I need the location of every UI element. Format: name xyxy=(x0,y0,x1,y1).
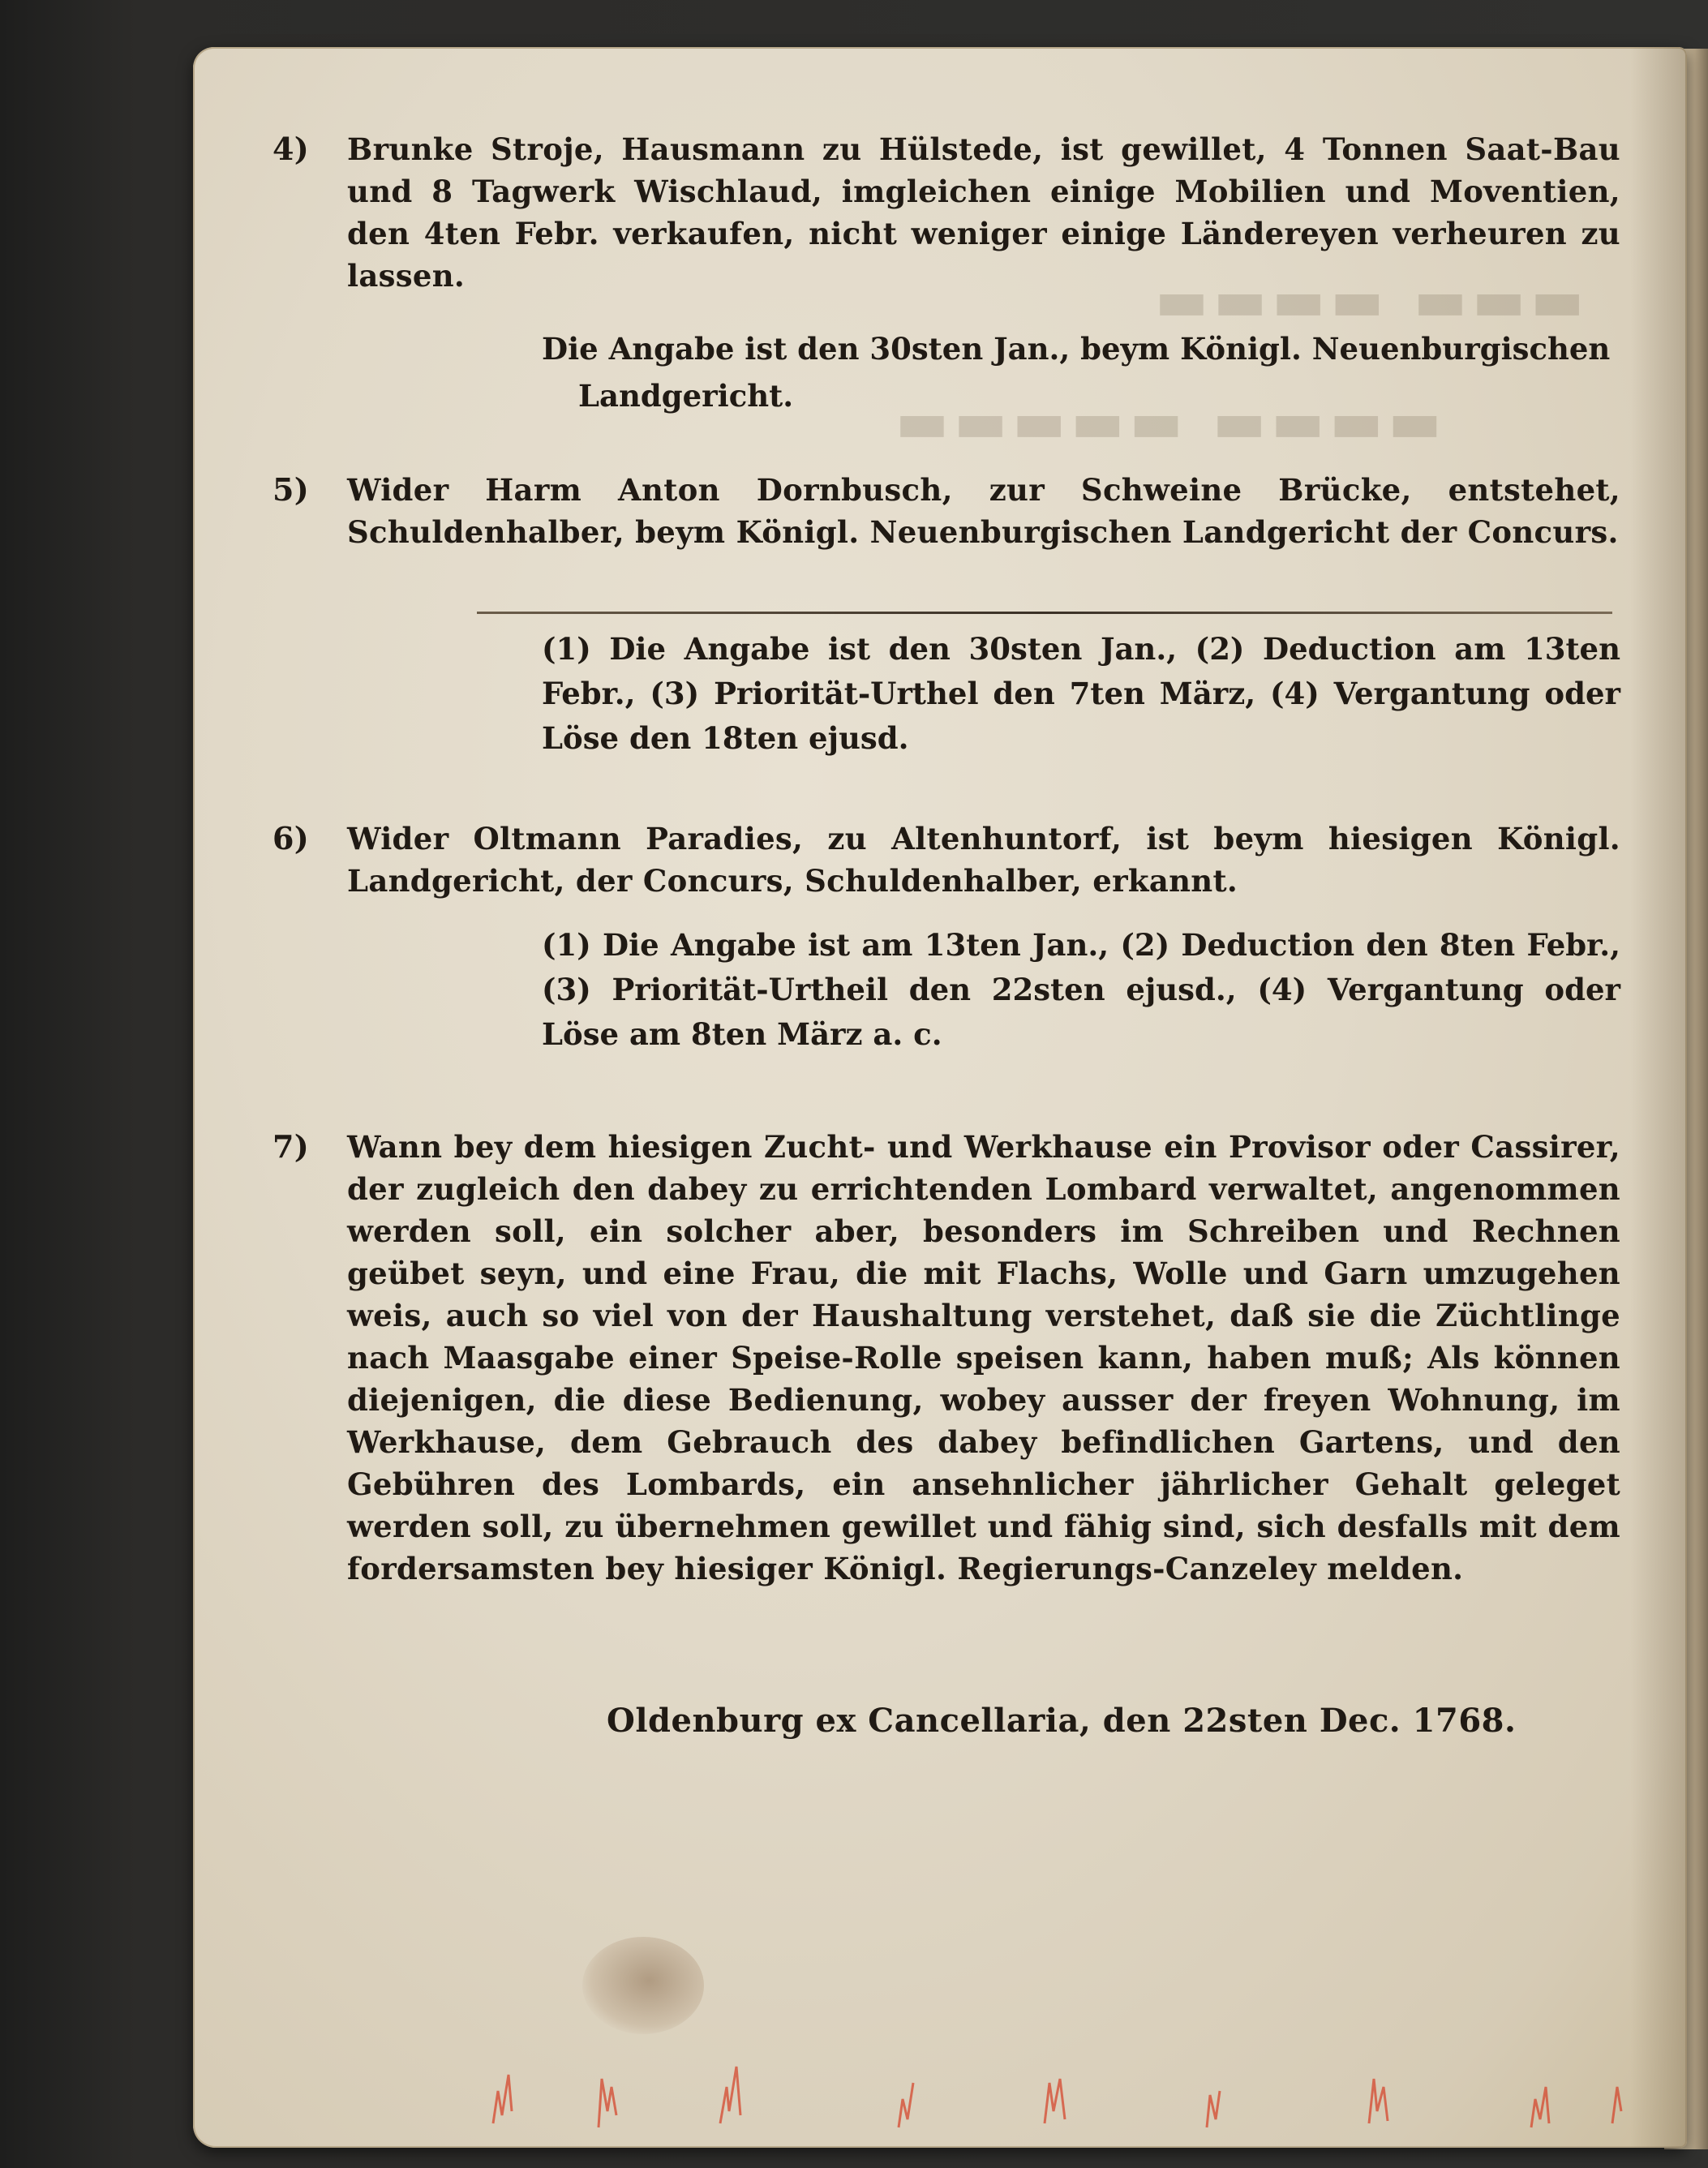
page-text xyxy=(193,47,1687,2148)
entry-6 xyxy=(273,818,1620,902)
signoff-line: Oldenburg ex Cancellaria, den 22sten Dec. 1768. xyxy=(607,1702,1517,1740)
entry-body: Wider Oltmann Paradies, zu Altenhuntorf, ist beym hiesigen Königl. Landgericht, der Concurs, Schuldenhalber, erkannt. xyxy=(347,821,1620,899)
entry-number: 5) xyxy=(273,471,310,508)
entry-5-note: (1) Die Angabe ist den 30sten Jan., (2) Deduction am 13ten Febr., (3) Priorität-Urthel den 7ten März, (4) Vergantung oder Löse den 18ten ejusd. xyxy=(542,631,1620,756)
entry-7 xyxy=(273,1126,1620,1590)
show-through-heading: ▬▬▬ ▬▬▬▬ xyxy=(1150,266,1585,333)
entry-4 xyxy=(273,128,1620,297)
entry-number: 6) xyxy=(273,820,310,856)
entry-number: 7) xyxy=(273,1128,310,1165)
entry-4-note-line2: Landgericht. xyxy=(578,378,794,414)
entry-number: 4) xyxy=(273,131,310,167)
show-through-subheading: ▬▬▬▬ ▬▬▬▬▬ xyxy=(890,388,1442,455)
entry-5 xyxy=(273,469,1620,553)
separator-rule xyxy=(477,612,1612,614)
entry-body: Wider Harm Anton Dornbusch, zur Schweine Brücke, entstehet, Schuldenhalber, beym Königl. Neuenburgischen Landgericht der Concurs. xyxy=(347,472,1620,550)
entry-body: Brunke Stroje, Hausmann zu Hülstede, ist gewillet, 4 Tonnen Saat-Bau und 8 Tagwerk Wischlaud, imgleichen einige Mobilien und Moventien, den 4ten Febr. verkaufen, nicht weniger einige Ländereyen verheuren zu lassen. xyxy=(347,131,1620,294)
entry-body: Wann bey dem hiesigen Zucht- und Werkhause ein Provisor oder Cassirer, der zugleich den dabey zu errichtenden Lombard verwaltet, angenommen werden soll, ein solcher aber, besonders im Schreiben und Rechnen geübet seyn, und eine Frau, die mit Flachs, Wolle und Garn umzugehen weis, auch so viel von der Haushaltung verstehet, daß sie die Züchtlinge nach Maasgabe einer Speise-Rolle speisen kann, haben muß; Als können diejenigen, die diese Bedienung, wobey ausser der freyen Wohnung, im Werkhause, dem Gebrauch des dabey befindlichen Gartens, und den Gebühren des Lombards, ein ansehnlicher jährlicher Gehalt geleget werden soll, zu übernehmen gewillet und fähig sind, sich desfalls mit dem fordersamsten bey hiesiger Königl. Regierungs-Canzeley melden. xyxy=(347,1129,1620,1586)
entry-4-note-line1: Die Angabe ist den 30sten Jan., beym Königl. Neuenburgischen xyxy=(542,331,1611,367)
document-page xyxy=(193,47,1687,2148)
entry-6-note: (1) Die Angabe ist am 13ten Jan., (2) Deduction den 8ten Febr., (3) Priorität-Urtheil den 22sten ejusd., (4) Vergantung oder Löse am 8ten März a. c. xyxy=(542,927,1620,1052)
